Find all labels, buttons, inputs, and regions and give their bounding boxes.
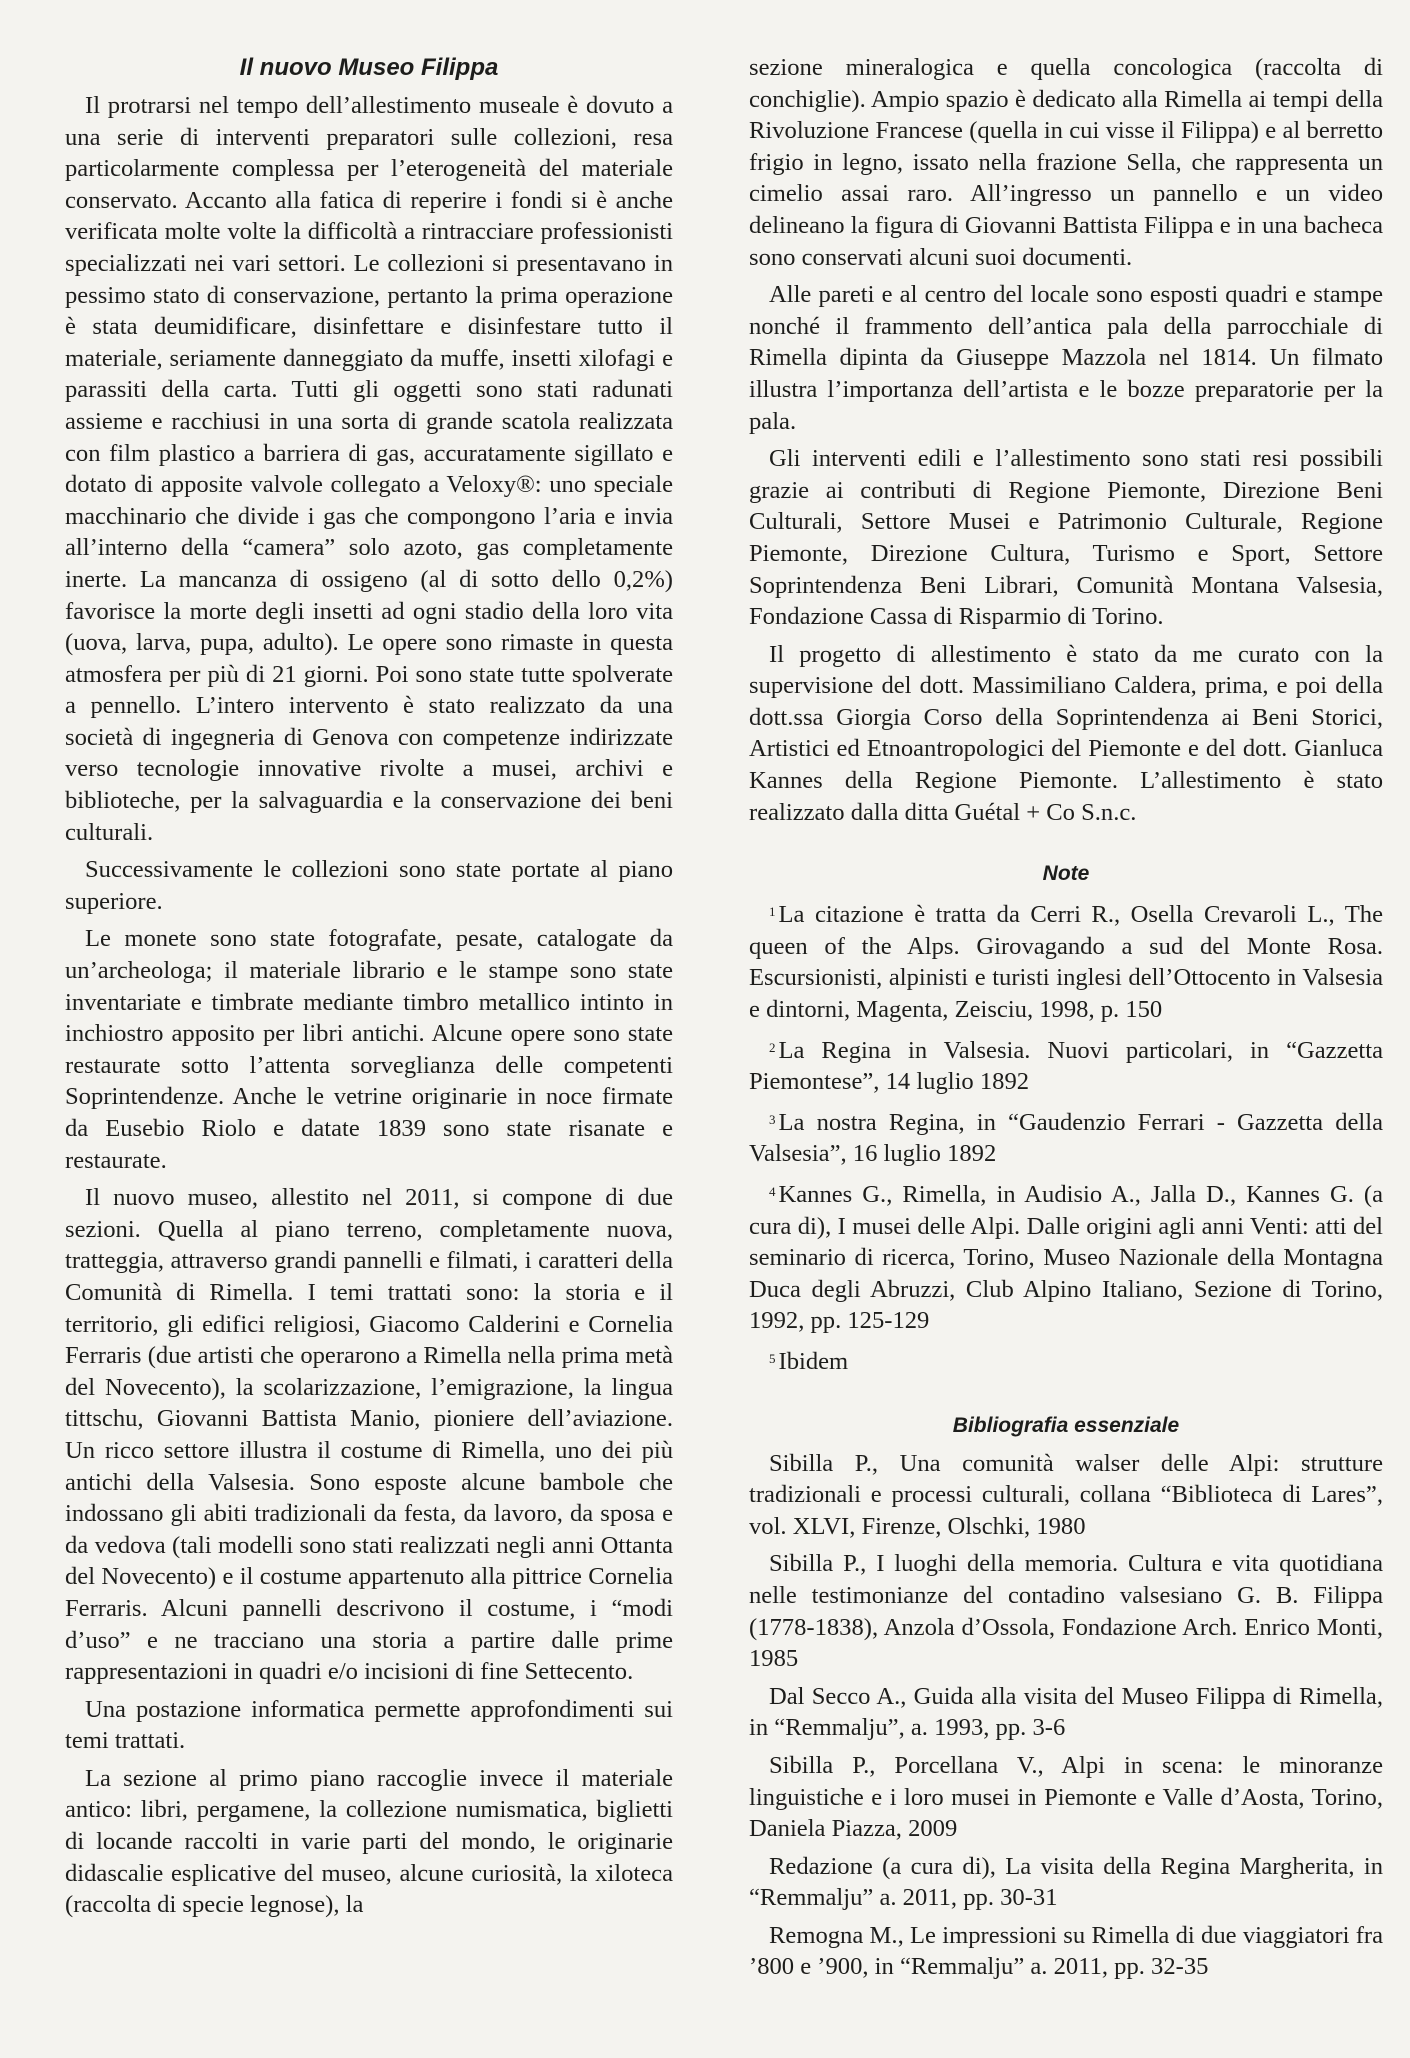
notes-heading: Note xyxy=(1042,862,1090,886)
note-text: Kannes G., Rimella, in Audisio A., Jalla D., Kannes G. (a cura di), I musei delle Alpi. Dalle origini agli anni Venti: atti del seminario di ricerca, Torino, Museo Nazionale della Montagna Duca degli Abruzzi, Club Alpino Italiano, Sezione di Torino, 1992, pp. 125-129 xyxy=(749,1181,1383,1335)
paragraph: Il progetto di allestimento è stato da me curato con la supervisione del dott. Massimiliano Caldera, prima, e poi della dott.ssa Giorgia Corso della Soprintendenza ai Beni Storici, Artistici ed Etnoantropologici del Piemonte e del dott. Gianluca Kannes della Regione Piemonte. L’allestimento è stato realizzato dalla ditta Guétal + Co S.n.c. xyxy=(749,640,1383,826)
note-item xyxy=(749,1343,1383,1378)
note-text: La nostra Regina, in “Gaudenzio Ferrari - Gazzetta della Valsesia”, 16 luglio 1892 xyxy=(749,1108,1383,1168)
paragraph: La sezione al primo piano raccoglie invece il materiale antico: libri, pergamene, la collezione numismatica, biglietti di locande raccolti in varie parti del mondo, le originarie didascalie esplicative del museo, alcune curiosità, la xiloteca (raccolta di specie legnose), la xyxy=(65,1764,673,1919)
note-number: 2 xyxy=(769,1039,776,1055)
note-number: 4 xyxy=(769,1184,776,1199)
paragraph: Successivamente le collezioni sono state portate al piano superiore. xyxy=(65,856,673,915)
note-number: 1 xyxy=(769,904,776,920)
note-item xyxy=(749,1176,1383,1337)
bibliography-item: Sibilla P., Porcellana V., Alpi in scena: le minoranze linguistiche e i loro musei in Piemonte e Valle d’Aosta, Torino, Daniela Piazza, 2009 xyxy=(749,1751,1383,1843)
paragraph: Il protrarsi nel tempo dell’allestimento museale è dovuto a una serie di interventi preparatori sulle collezioni, resa particolarmente complessa per l’eterogeneità del materiale conservato. Accanto alla fatica di reperire i fondi si è anche verificata molte volte la difficoltà a rintracciare professionisti specializzati nei vari settori. Le collezioni si presentavano in pessimo stato di conservazione, pertanto la prima operazione è stata deumidificare, disinfettare e disinfestare tutto il materiale, seriamente danneggiato da muffe, insetti xilofagi e parassiti della carta. Tutti gli oggetti sono stati radunati assieme e racchiusi in una sorta di grande scatola realizzata con film plastico a barriera di gas, accuratamente sigillato e dotato di apposite valvole collegato a Veloxy®: uno speciale macchinario che divide i gas che compongono l’aria e invia all’interno della “camera” solo azoto, gas completamente inerte. La mancanza di ossigeno (al di sotto dello 0,2%) favorisce la morte degli insetti ad ogni stadio della loro vita (uova, larva, pupa, adulto). Le opere sono rimaste in questa atmosfera per più di 21 giorni. Poi sono state tutte spolverate a pennello. L’intero intervento è stato realizzato da una società di ingegneria di Genova con competenze indirizzate verso tecnologie innovative rivolte a musei, archivi e biblioteche, per la salvaguardia e la conservazione dei beni culturali. xyxy=(65,92,673,846)
paragraph: Le monete sono state fotografate, pesate, catalogate da un’archeologa; il materiale librario e le stampe sono state inventariate e timbrate mediante timbro metallico intinto in inchiostro apposito per libri antichi. Alcune opere sono state restaurate sotto l’attenta sorveglianza delle competenti Soprintendenze. Anche le vetrine originarie in noce firmate da Eusebio Riolo e datate 1839 sono state risanate e restaurate. xyxy=(65,925,673,1174)
note-item xyxy=(749,1104,1383,1170)
paragraph: sezione mineralogica e quella concologica (raccolta di conchiglie). Ampio spazio è dedicato alla Rimella ai tempi della Rivoluzione Francese (quella in cui visse il Filippa) e al berretto frigio in legno, issato nella frazione Sella, che rappresenta un cimelio assai raro. All’ingresso un pannello e un video delineano la figura di Giovanni Battista Filippa e in una bacheca sono conservati alcuni suoi documenti. xyxy=(749,54,1383,271)
bibliography-item: Sibilla P., Una comunità walser delle Alpi: strutture tradizionali e processi culturali, collana “Biblioteca di Lares”, vol. XLVI, Firenze, Olschki, 1980 xyxy=(749,1449,1383,1540)
section-title: Il nuovo Museo Filippa xyxy=(239,54,499,81)
bibliography-item: Sibilla P., I luoghi della memoria. Cultura e vita quotidiana nelle testimonianze del contadino valsesiano G. B. Filippa (1778-1838), Anzola d’Ossola, Fondazione Arch. Enrico Monti, 1985 xyxy=(749,1550,1383,1673)
notes-list xyxy=(749,896,1383,1377)
note-text: Ibidem xyxy=(778,1347,849,1375)
note-number: 3 xyxy=(769,1111,776,1127)
bibliography-item: Dal Secco A., Guida alla visita del Museo Filippa di Rimella, in “Remmalju”, a. 1993, pp. 3-6 xyxy=(749,1682,1383,1742)
note-item xyxy=(749,896,1383,1025)
paragraph: Alle pareti e al centro del locale sono esposti quadri e stampe nonché il frammento dell’antica pala della parrocchiale di Rimella dipinta da Giuseppe Mazzola nel 1814. Un filmato illustra l’importanza dell’artista e le bozze preparatorie per la pala. xyxy=(749,281,1383,435)
bibliography-heading: Bibliografia essenziale xyxy=(952,1413,1180,1437)
bibliography-list xyxy=(749,1448,1383,1984)
right-column xyxy=(749,52,1383,1989)
note-number: 5 xyxy=(769,1350,776,1366)
note-text: La citazione è tratta da Cerri R., Osella Crevaroli L., The queen of the Alps. Girovagando a sud del Monte Rosa. Escursionisti, alpinisti e turisti inglesi dell’Ottocento in Valsesia e dintorni, Magenta, Zeisciu, 1998, p. 150 xyxy=(749,901,1383,1024)
bibliography-item: Remogna M., Le impressioni su Rimella di due viaggiatori fra ’800 e ’900, in “Remmalju” a. 2011, pp. 32-35 xyxy=(749,1921,1383,1981)
paragraph: Gli interventi edili e l’allestimento sono stati resi possibili grazie ai contributi di Regione Piemonte, Direzione Beni Culturali, Settore Musei e Patrimonio Culturale, Regione Piemonte, Direzione Cultura, Turismo e Sport, Settore Soprintendenza Beni Librari, Comunità Montana Valsesia, Fondazione Cassa di Risparmio di Torino. xyxy=(749,445,1383,631)
paragraph: Una postazione informatica permette approfondimenti sui temi trattati. xyxy=(65,1695,673,1755)
note-item xyxy=(749,1032,1383,1098)
bibliography-item: Redazione (a cura di), La visita della Regina Margherita, in “Remmalju” a. 2011, pp. 30-31 xyxy=(749,1852,1383,1912)
note-text: La Regina in Valsesia. Nuovi particolari, in “Gazzetta Piemontese”, 14 luglio 1892 xyxy=(749,1036,1383,1096)
left-column xyxy=(65,52,673,1927)
paragraph: Il nuovo museo, allestito nel 2011, si compone di due sezioni. Quella al piano terreno, completamente nuova, tratteggia, attraverso grandi pannelli e filmati, i caratteri della Comunità di Rimella. I temi trattati sono: la storia e il territorio, gli edifici religiosi, Giacomo Calderini e Cornelia Ferraris (due artisti che operarono a Rimella nella prima metà del Novecento), la scolarizzazione, l’emigrazione, la lingua tittschu, Giovanni Battista Manio, pioniere dell’aviazione. Un ricco settore illustra il costume di Rimella, uno dei più antichi della Valsesia. Sono esposte alcune bambole che indossano gli abiti tradizionali da festa, da lavoro, da sposa e da vedova (tali modelli sono stati realizzati negli anni Ottanta del Novecento) e il costume appartenuto alla pittrice Cornelia Ferraris. Alcuni pannelli descrivono il costume, i “modi d’uso” e ne tracciano una storia a partire dalle prime rappresentazioni in quadri e/o incisioni di fine Settecento. xyxy=(65,1184,673,1686)
